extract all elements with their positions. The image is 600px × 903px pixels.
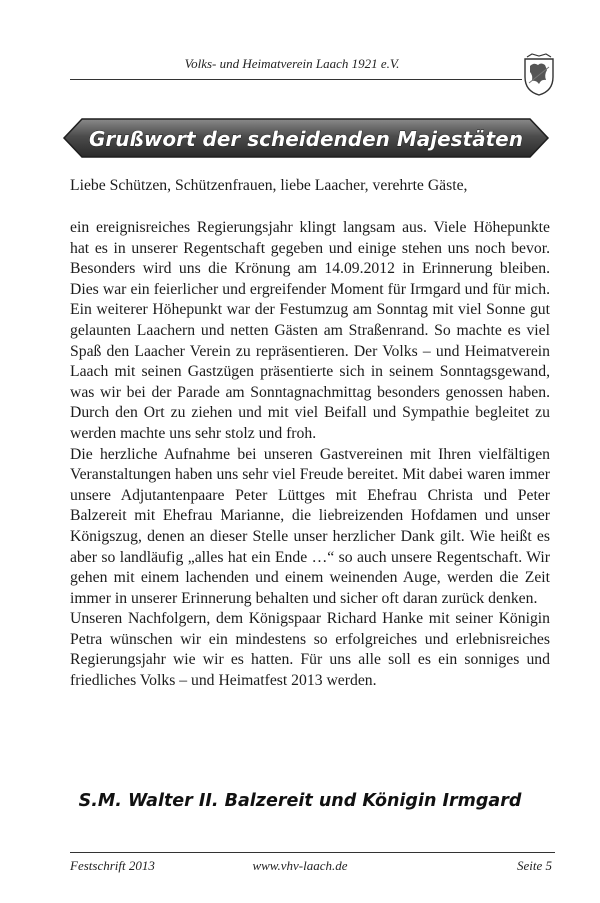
header-rule — [70, 79, 522, 80]
section-heading-banner — [62, 117, 550, 159]
header-title: Volks- und Heimatverein Laach 1921 e.V. — [184, 56, 400, 71]
paragraph: ein ereignisreiches Regierungsjahr klingt langsam aus. Viele Höhepunkte hat es in unserer Regentschaft gegeben und einige stehen uns noch bevor. Besonders wird uns die Krönung am 14.09.2012 in Erinnerung bleiben. Dies war ein feierlicher und ergreifender Moment für Irmgard und für mich. Ein weiterer Höhepunkt war der Festumzug am Sonntag mit viel Sonne gut gelaunten Laachern und netten Gästen am Straßenrand. So machte es viel Spaß den Laacher Verein zu repräsentieren. Der Volks – und Heimatverein Laach mit seinen Gastzügen präsentierte sich in seinem Sonntagsgewand, was wir bei der Parade am Sonntagnachmittag besonders genossen haben. Durch den Ort zu ziehen und mit viel Beifall und Sympathie begleitet zu werden machte uns sehr stolz und froh. — [70, 219, 550, 442]
coat-of-arms-icon — [521, 53, 557, 97]
paragraph: Unseren Nachfolgern, dem Königspaar Richard Hanke mit seiner Königin Petra wünschen wir ein mindestens so erfolgreiches und erlebnisreiches Regierungsjahr wie wir es hatten. Für uns alle soll es ein sonniges und friedliches Volks – und Heimatfest 2013 werden. — [70, 610, 550, 690]
letter-body — [70, 218, 550, 692]
signature: S.M. Walter II. Balzereit und Königin Irmgard — [78, 791, 522, 811]
banner-heading: Grußwort der scheidenden Majestäten — [89, 127, 523, 151]
footer-publication: Festschrift 2013 — [70, 858, 155, 873]
footer-rule — [70, 852, 555, 853]
footer-website: www.vhv-laach.de — [252, 858, 348, 873]
page-number: Seite 5 — [516, 858, 552, 873]
greeting-line: Liebe Schützen, Schützenfrauen, liebe Laacher, verehrte Gäste, — [70, 177, 468, 194]
paragraph: Die herzliche Aufnahme bei unseren Gastvereinen mit Ihren vielfältigen Veranstaltungen haben uns sehr viel Freude bereitet. Mit dabei waren immer unsere Adjutantenpaare Peter Lüttges mit Ehefrau Christa und Peter Balzereit mit Ehefrau Marianne, die liebreizenden Hofdamen und unser Königszug, denen an dieser Stelle unser herzlicher Dank gilt. Wie heißt es aber so landläufig „alles hat ein Ende …“ so auch unsere Regentschaft. Wir gehen mit einem lachenden und einem weinenden Auge, werden die Zeit immer in unserer Erinnerung behalten und sicher oft daran zurück denken. — [70, 445, 550, 607]
